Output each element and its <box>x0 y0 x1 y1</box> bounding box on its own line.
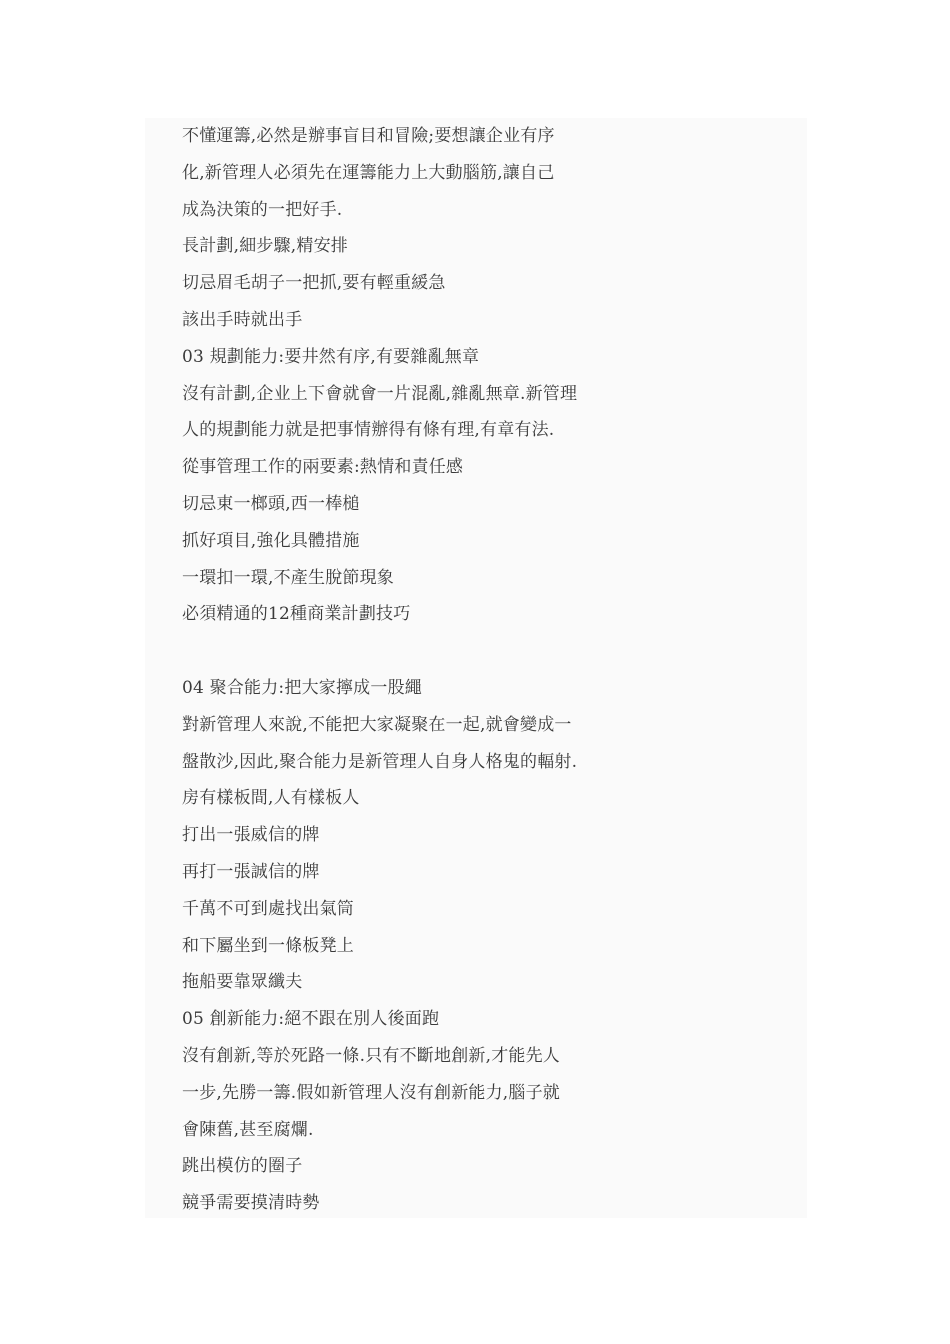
text-line: 化,新管理人必須先在運籌能力上大動腦筋,讓自己 <box>182 162 555 183</box>
text-line: 切忌東一榔頭,西一棒槌 <box>182 493 360 514</box>
text-line: 沒有創新,等於死路一條.只有不斷地創新,才能先人 <box>182 1045 561 1066</box>
text-line: 拖船要靠眾纖夫 <box>182 972 303 993</box>
text-line: 沒有計劃,企业上下會就會一片混亂,雜亂無章.新管理 <box>182 383 578 404</box>
text-line: 該出手時就出手 <box>182 309 303 330</box>
text-line: 千萬不可到處找出氣筒 <box>182 898 354 919</box>
section-heading: 03 規劃能力:要井然有序,有要雜亂無章 <box>182 346 480 367</box>
text-line: 房有樣板間,人有樣板人 <box>182 788 360 809</box>
text-line: 會陳舊,甚至腐爛. <box>182 1119 314 1140</box>
text-line: 切忌眉毛胡子一把抓,要有輕重緩急 <box>182 273 446 294</box>
text-line: 盤散沙,因此,聚合能力是新管理人自身人格鬼的輻射. <box>182 751 578 772</box>
text-line: 人的規劃能力就是把事情辦得有條有理,有章有法. <box>182 420 555 441</box>
text-line: 不懂運籌,必然是辦事盲目和冒險;要想讓企业有序 <box>182 126 555 146</box>
text-line: 打出一張威信的牌 <box>182 825 320 846</box>
text-line: 對新管理人來說,不能把大家凝聚在一起,就會變成一 <box>182 714 572 735</box>
text-line: 一步,先勝一籌.假如新管理人沒有創新能力,腦子就 <box>182 1082 561 1103</box>
text-line: 再打一張誠信的牌 <box>182 861 320 882</box>
document-body <box>182 118 782 1222</box>
text-line: 抓好項目,強化具體措施 <box>182 530 360 551</box>
section-heading: 05 創新能力:絕不跟在別人後面跑 <box>182 1009 440 1030</box>
text-line: 競爭需要摸清時勢 <box>182 1193 320 1214</box>
section-heading: 04 聚合能力:把大家擰成一股繩 <box>182 677 422 698</box>
text-line: 跳出模仿的圈子 <box>182 1156 303 1177</box>
text-line: 從事管理工作的兩要素:熱情和責任感 <box>182 457 464 478</box>
text-line: 必須精通的12種商業計劃技巧 <box>182 604 411 625</box>
text-line: 成為決策的一把好手. <box>182 199 343 220</box>
text-line: 和下屬坐到一條板凳上 <box>182 935 354 956</box>
blank-line <box>182 633 782 670</box>
text-line: 一環扣一環,不產生脫節現象 <box>182 567 395 588</box>
text-line: 長計劃,細步驟,精安排 <box>182 236 349 257</box>
